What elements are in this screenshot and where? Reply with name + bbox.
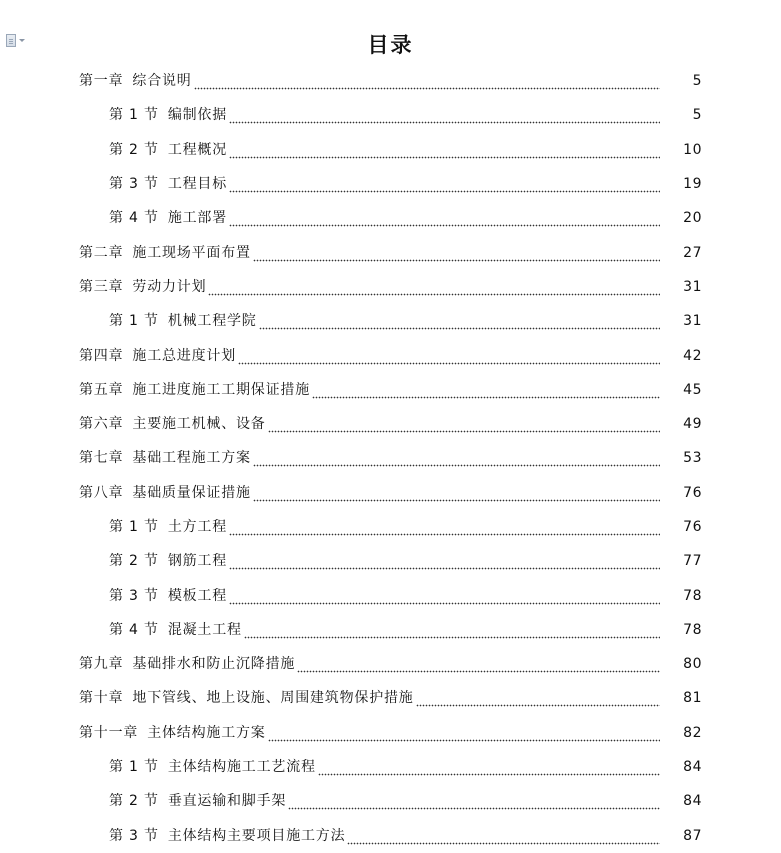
toc-entry-title: 主体结构主要项目施工方法 <box>167 827 346 844</box>
dot-leader <box>229 147 660 159</box>
toc-section-entry[interactable] <box>0 201 781 235</box>
toc-section-entry[interactable] <box>0 98 781 132</box>
toc-entry-label <box>109 143 227 157</box>
toc-entry-title: 模板工程 <box>167 587 228 604</box>
toc-entry-label <box>79 74 192 88</box>
dot-leader <box>312 387 660 399</box>
toc-entry-label <box>109 589 227 603</box>
toc-entry-number: 第 4 节 <box>109 621 159 638</box>
toc-entry-number: 第 1 节 <box>109 759 159 776</box>
toc-entry-page-number: 87 <box>683 827 702 844</box>
toc-entry-page-number: 19 <box>683 176 702 193</box>
toc-entry-label <box>79 486 251 500</box>
toc-entry-number: 第 3 节 <box>109 176 159 193</box>
toc-entry-label <box>109 829 345 843</box>
toc-entry-page-number: 76 <box>683 519 702 535</box>
toc-entry-title: 混凝土工程 <box>167 621 242 638</box>
toc-entry-number: 第四章 <box>79 347 124 364</box>
dot-leader <box>253 250 660 262</box>
toc-entry-number: 第 3 节 <box>109 827 159 844</box>
toc-entry-number: 第 1 节 <box>109 519 159 535</box>
toc-entry-page-number: 78 <box>683 621 702 638</box>
toc-entry-page-number: 78 <box>683 587 702 604</box>
dot-leader <box>238 353 660 365</box>
toc-entry-page-number: 20 <box>683 210 702 227</box>
toc-section-entry[interactable] <box>0 750 781 784</box>
toc-entry-page-number: 80 <box>683 656 702 673</box>
dot-leader <box>229 215 660 227</box>
toc-entry-title: 土方工程 <box>167 519 228 535</box>
toc-entry-page-number: 42 <box>683 347 702 364</box>
toc-section-entry[interactable] <box>0 304 781 338</box>
page-title: 目录 <box>367 32 414 57</box>
toc-entry-label <box>109 314 257 328</box>
toc-chapter-entry[interactable] <box>0 476 781 510</box>
dot-leader <box>229 524 660 536</box>
toc-entry-title: 基础排水和防止沉降措施 <box>132 656 296 673</box>
toc-entry-title: 主体结构施工工艺流程 <box>167 759 316 776</box>
toc-entry-page-number: 82 <box>683 724 702 741</box>
table-of-contents <box>0 64 781 853</box>
toc-entry-page-number: 45 <box>683 381 702 398</box>
dot-leader <box>259 318 660 330</box>
toc-entry-title: 主体结构施工方案 <box>147 724 266 741</box>
toc-entry-title: 基础质量保证措施 <box>132 484 251 501</box>
toc-chapter-entry[interactable] <box>0 373 781 407</box>
toc-section-entry[interactable] <box>0 510 781 544</box>
toc-entry-title: 工程目标 <box>167 176 228 193</box>
toc-entry-label <box>79 451 251 465</box>
toc-entry-number: 第五章 <box>79 381 124 398</box>
toc-entry-page-number: 10 <box>683 141 702 158</box>
toc-entry-label <box>109 520 227 534</box>
toc-entry-page-number: 77 <box>683 553 702 570</box>
toc-entry-page-number: 27 <box>683 244 702 261</box>
toc-entry-page-number: 81 <box>683 690 702 707</box>
toc-chapter-entry[interactable] <box>0 270 781 304</box>
toc-chapter-entry[interactable] <box>0 716 781 750</box>
toc-entry-title: 主要施工机械、设备 <box>132 416 266 433</box>
dot-leader <box>208 284 660 296</box>
toc-entry-title: 综合说明 <box>132 73 192 90</box>
dot-leader <box>297 661 660 673</box>
toc-entry-title: 施工部署 <box>167 210 228 227</box>
toc-entry-title: 钢筋工程 <box>167 553 228 570</box>
toc-entry-title: 编制依据 <box>167 107 228 124</box>
toc-section-entry[interactable] <box>0 784 781 818</box>
toc-chapter-entry[interactable] <box>0 64 781 98</box>
toc-entry-label <box>109 554 227 568</box>
toc-entry-number: 第 4 节 <box>109 210 159 227</box>
toc-entry-number: 第十章 <box>79 690 124 707</box>
toc-entry-number: 第六章 <box>79 416 124 433</box>
toc-entry-page-number: 5 <box>692 107 702 124</box>
toc-entry-title: 施工总进度计划 <box>132 347 237 364</box>
toc-entry-number: 第 2 节 <box>109 141 159 158</box>
toc-entry-number: 第九章 <box>79 656 124 673</box>
dot-leader <box>253 490 660 502</box>
toc-entry-label <box>109 760 316 774</box>
toc-entry-number: 第 3 节 <box>109 587 159 604</box>
toc-entry-number: 第八章 <box>79 484 124 501</box>
toc-entry-label <box>79 417 266 431</box>
toc-entry-page-number: 31 <box>683 313 702 330</box>
toc-entry-number: 第 1 节 <box>109 107 159 124</box>
toc-chapter-entry[interactable] <box>0 681 781 715</box>
toc-entry-title: 地下管线、地上设施、周围建筑物保护措施 <box>132 690 414 707</box>
toc-entry-title: 劳动力计划 <box>132 278 207 295</box>
toc-entry-number: 第三章 <box>79 278 124 295</box>
dot-leader <box>288 798 660 810</box>
dot-leader <box>268 730 660 742</box>
toc-entry-number: 第十一章 <box>79 724 139 741</box>
toc-entry-label <box>79 726 266 740</box>
dot-leader <box>229 558 660 570</box>
toc-chapter-entry[interactable] <box>0 338 781 372</box>
toc-entry-page-number: 53 <box>683 450 702 467</box>
toc-section-entry[interactable] <box>0 613 781 647</box>
toc-entry-number: 第二章 <box>79 244 124 261</box>
toc-entry-label <box>79 657 295 671</box>
toc-entry-label <box>79 383 310 397</box>
toc-entry-page-number: 84 <box>683 793 702 810</box>
toc-chapter-entry[interactable] <box>0 235 781 269</box>
toc-entry-label <box>109 177 227 191</box>
toc-entry-label <box>79 246 251 260</box>
toc-entry-label <box>79 280 206 294</box>
toc-entry-label <box>79 691 414 705</box>
toc-entry-number: 第七章 <box>79 450 124 467</box>
dot-leader <box>229 181 660 193</box>
dot-leader <box>318 764 660 776</box>
toc-chapter-entry[interactable] <box>0 441 781 475</box>
dot-leader <box>347 833 660 845</box>
toc-entry-title: 机械工程学院 <box>167 313 257 330</box>
toc-entry-number: 第 2 节 <box>109 553 159 570</box>
toc-entry-number: 第一章 <box>79 73 124 90</box>
dot-leader <box>416 695 660 707</box>
toc-entry-label <box>109 623 242 637</box>
toc-entry-title: 垂直运输和脚手架 <box>167 793 287 810</box>
toc-entry-title: 工程概况 <box>167 141 228 158</box>
dot-leader <box>268 421 660 433</box>
toc-section-entry[interactable] <box>0 544 781 578</box>
toc-entry-number: 第 2 节 <box>109 793 159 810</box>
dot-leader <box>244 627 660 639</box>
toc-chapter-entry[interactable] <box>0 407 781 441</box>
dot-leader <box>194 78 660 90</box>
toc-entry-page-number: 5 <box>692 73 702 90</box>
toc-entry-title: 基础工程施工方案 <box>132 450 251 467</box>
toc-entry-page-number: 31 <box>683 278 702 295</box>
toc-section-entry[interactable] <box>0 578 781 612</box>
dot-leader <box>229 112 660 124</box>
dot-leader <box>253 455 660 467</box>
toc-section-entry[interactable] <box>0 819 781 853</box>
toc-section-entry[interactable] <box>0 133 781 167</box>
toc-entry-page-number: 76 <box>683 484 702 501</box>
dot-leader <box>229 593 660 605</box>
toc-entry-label <box>79 349 236 363</box>
toc-entry-label <box>109 108 227 122</box>
toc-entry-label <box>109 211 227 225</box>
toc-entry-page-number: 84 <box>683 759 702 776</box>
toc-entry-page-number: 49 <box>683 416 702 433</box>
toc-entry-number: 第 1 节 <box>109 313 159 330</box>
toc-entry-label <box>109 794 286 808</box>
toc-entry-title: 施工现场平面布置 <box>132 244 251 261</box>
toc-section-entry[interactable] <box>0 167 781 201</box>
toc-entry-title: 施工进度施工工期保证措施 <box>132 381 311 398</box>
toc-chapter-entry[interactable] <box>0 647 781 681</box>
